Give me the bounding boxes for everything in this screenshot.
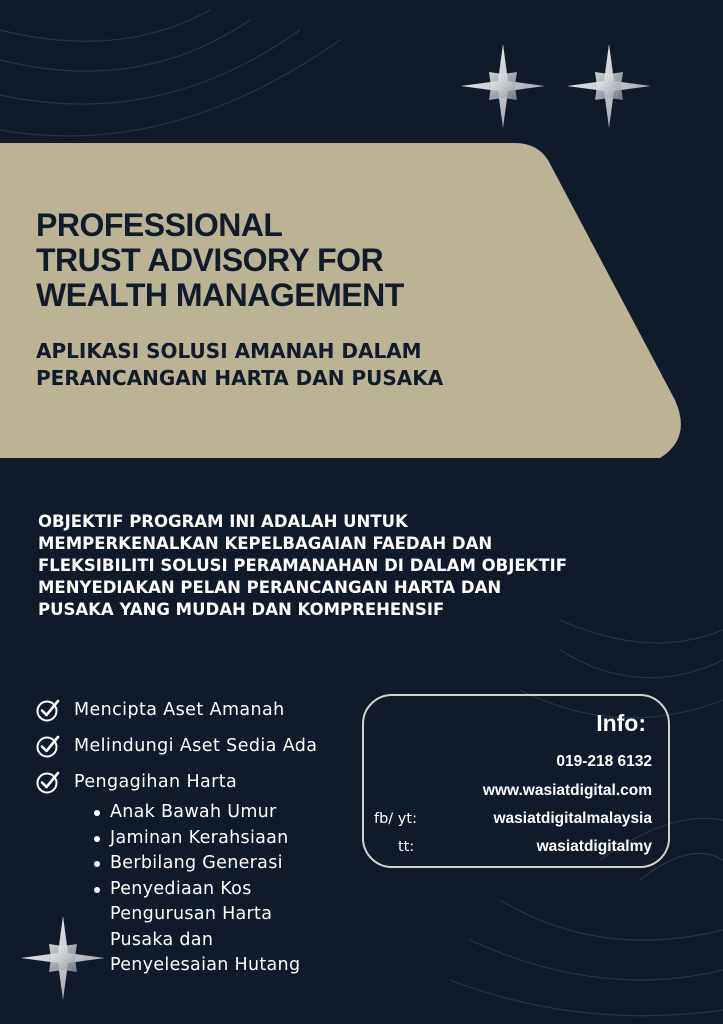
info-heading: Info: — [596, 710, 646, 736]
objective-line: MEMPERKENALKAN KEPELBAGAIAN FAEDAH DAN — [38, 534, 493, 553]
bullet-icon — [94, 861, 100, 867]
benefit-label: Pengagihan Harta — [74, 772, 238, 792]
list-item — [94, 851, 366, 877]
benefit-label: Melindungi Aset Sedia Ada — [74, 736, 318, 756]
fb-yt-handle[interactable]: wasiatdigitalmalaysia — [493, 810, 652, 827]
list-item — [94, 800, 366, 826]
benefits-list — [36, 692, 366, 979]
benefit-item — [36, 764, 366, 800]
benefit-item — [36, 728, 366, 764]
check-circle-icon — [36, 734, 60, 758]
list-item-label: Jaminan Kerahsiaan — [110, 827, 289, 848]
check-circle-icon — [36, 770, 60, 794]
page-title — [36, 208, 596, 313]
contact-info-box — [362, 694, 670, 868]
benefit-item — [36, 692, 366, 728]
list-item-line: Penyediaan Kos — [110, 878, 252, 899]
objective-line: MENYEDIAKAN PELAN PERANCANGAN HARTA DAN — [38, 578, 502, 597]
objective-line: FLEKSIBILITI SOLUSI PERAMANAHAN DI DALAM OBJEKTIF — [38, 556, 568, 575]
bullet-icon — [94, 887, 100, 893]
benefit-label: Mencipta Aset Amanah — [74, 700, 285, 720]
bullet-icon — [94, 836, 100, 842]
list-item — [94, 877, 366, 979]
title-line: TRUST ADVISORY FOR — [36, 242, 384, 278]
list-item-label: Berbilang Generasi — [110, 853, 283, 873]
list-item-line: Pengurusan Harta — [110, 904, 273, 924]
list-item-label: Anak Bawah Umur — [110, 802, 277, 822]
program-objective — [38, 511, 678, 621]
list-item-label — [110, 877, 366, 979]
tt-label: tt: — [398, 839, 415, 855]
fb-yt-label: fb/ yt: — [374, 811, 417, 827]
website-link[interactable]: www.wasiatdigital.com — [482, 782, 652, 799]
objective-line: PUSAKA YANG MUDAH DAN KOMPREHENSIF — [38, 600, 445, 619]
list-item-line: Penyelesaian Hutang — [110, 955, 301, 975]
list-item-line: Pusaka dan — [110, 929, 214, 950]
page-subtitle — [36, 338, 596, 392]
check-circle-icon — [36, 698, 60, 722]
phone-number[interactable]: 019-218 6132 — [556, 753, 652, 770]
tt-handle[interactable]: wasiatdigitalmy — [536, 838, 652, 855]
title-line: WEALTH MANAGEMENT — [36, 277, 404, 313]
subtitle-line: APLIKASI SOLUSI AMANAH DALAM — [36, 339, 422, 363]
distribution-sublist — [36, 800, 366, 979]
objective-line: OBJEKTIF PROGRAM INI ADALAH UNTUK — [38, 512, 408, 531]
list-item — [94, 826, 366, 852]
bullet-icon — [94, 810, 100, 816]
title-line: PROFESSIONAL — [36, 207, 283, 243]
subtitle-line: PERANCANGAN HARTA DAN PUSAKA — [36, 366, 444, 390]
